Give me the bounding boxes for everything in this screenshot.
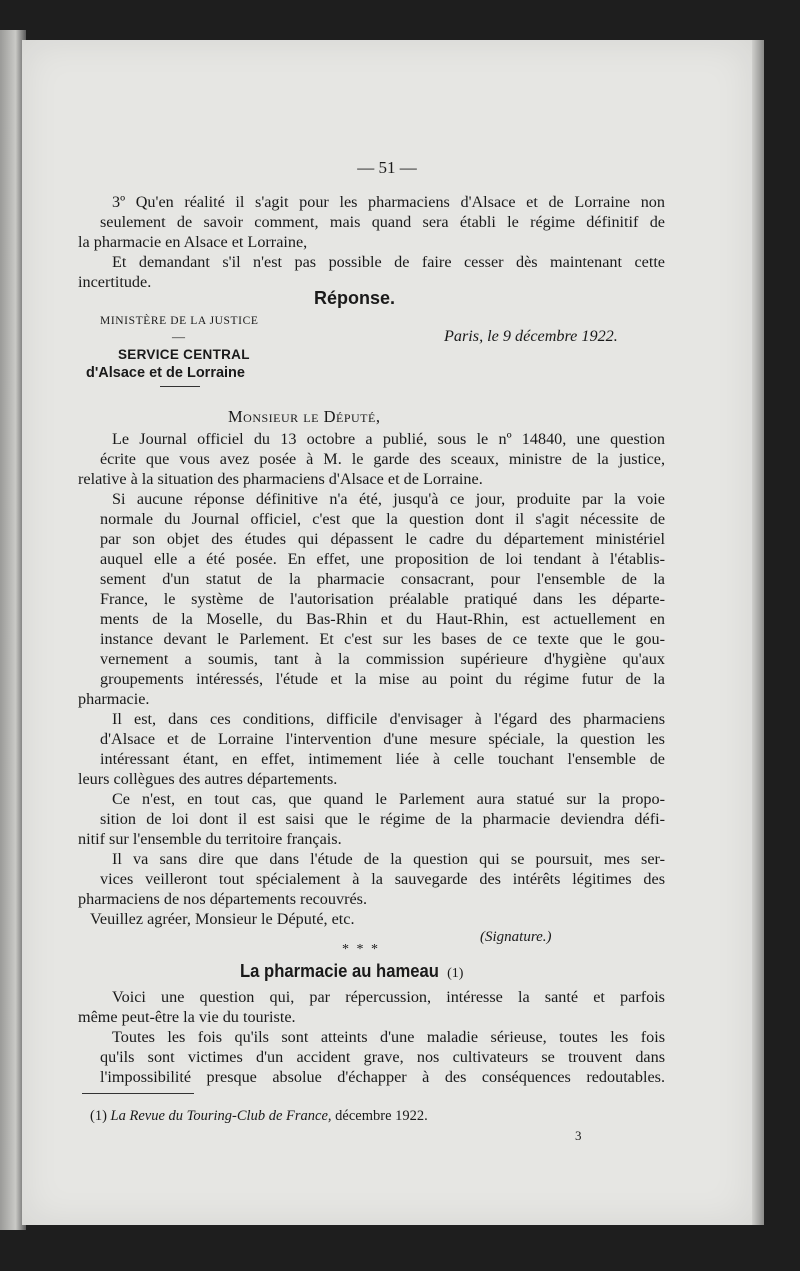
body-line: par son objet des études qui dépassent le cadre du département ministériel (100, 530, 665, 548)
intro-line: incertitude. (78, 273, 152, 291)
body-line: relative à la situation des pharmaciens d'Alsace et de Lorraine. (78, 470, 483, 488)
ministry-rule (160, 386, 200, 387)
dateline: Paris, le 9 décembre 1922. (444, 327, 618, 345)
body-line: auquel elle a été posée. En effet, une proposition de loi tendant à l'établis- (100, 550, 665, 568)
ministry-dash: — (172, 329, 185, 344)
body-line: ments de la Moselle, du Bas-Rhin et du Haut-Rhin, est actuellement en (100, 610, 665, 628)
section-line: Toutes les fois qu'ils sont atteints d'une maladie sérieuse, toutes les fois (112, 1028, 665, 1046)
body-line: instance devant le Parlement. Et c'est sur les bases de ce texte que le gou- (100, 630, 665, 648)
ministry-name: MINISTÈRE DE LA JUSTICE (100, 315, 259, 327)
body-line: pharmaciens de nos départements recouvrés. (78, 890, 368, 908)
body-line: France, le système de l'autorisation préalable pratiqué dans les départe- (100, 590, 665, 608)
body-line: vices veilleront tout spécialement à la sauvegarde des intérêts légitimes des (100, 870, 665, 888)
body-line: Ce n'est, en tout cas, que quand le Parlement aura statué sur la propo- (112, 790, 665, 808)
body-line: intéressant étant, en effet, intimement liée à celle touchant l'ensemble de (100, 750, 665, 768)
footnote-marker: (1) (90, 1108, 107, 1124)
section-heading (240, 961, 481, 984)
body-line: écrite que vous avez posée à M. le garde des sceaux, ministre de la justice, (100, 450, 665, 468)
reponse-heading: Réponse. (314, 288, 396, 308)
body-line: Il est, dans ces conditions, difficile d'envisager à l'égard des pharmaciens (112, 710, 665, 728)
body-line: leurs collègues des autres départements. (78, 770, 338, 788)
intro-line: la pharmacie en Alsace et Lorraine, (78, 233, 308, 251)
service-central: SERVICE CENTRAL (118, 347, 250, 362)
section-line: Voici une question qui, par répercussion, intéresse la santé et parfois (112, 988, 665, 1006)
footnote (90, 1106, 428, 1126)
document-page (22, 40, 752, 1225)
footnote-date: décembre 1922. (335, 1108, 428, 1124)
intro-line: Et demandant s'il n'est pas possible de faire cesser dès maintenant cette (112, 253, 665, 271)
footnote-source: La Revue du Touring-Club de France, (110, 1108, 332, 1124)
section-line: l'impossibilité presque absolue d'échapper à des conséquences redoutables. (100, 1068, 665, 1086)
body-line: groupements intéressés, l'étude et la mise au point du régime futur de la (100, 670, 665, 688)
page-number: — 51 — (357, 158, 417, 177)
signature: (Signature.) (480, 929, 552, 945)
body-line: d'Alsace et de Lorraine l'intervention d'une mesure spéciale, la question les (100, 730, 665, 748)
section-line: qu'ils sont victimes d'un accident grave, nos cultivateurs se trouvent dans (100, 1048, 665, 1066)
body-line: pharmacie. (78, 690, 150, 708)
body-line: Il va sans dire que dans l'étude de la question qui se poursuit, mes ser- (112, 850, 665, 868)
page-edge (752, 40, 764, 1225)
body-line: nitif sur l'ensemble du territoire français. (78, 830, 342, 848)
body-line: sement d'un statut de la pharmacie consacrant, pour l'ensemble de la (100, 570, 665, 588)
body-line: sition de loi dont il est saisi que le régime de la pharmacie deviendra défi- (100, 810, 665, 828)
footnote-rule (82, 1093, 194, 1094)
salutation: Monsieur le Député, (228, 407, 381, 426)
body-line: vernement a soumis, tant à la commission supérieure d'hygiène qu'aux (100, 650, 665, 668)
body-line: Veuillez agréer, Monsieur le Député, etc. (90, 910, 355, 928)
intro-line: seulement de savoir comment, mais quand sera établi le régime définitif de (100, 213, 665, 231)
section-line: même peut-être la vie du touriste. (78, 1008, 296, 1026)
intro-line: 3º Qu'en réalité il s'agit pour les pharmaciens d'Alsace et de Lorraine non (112, 193, 665, 211)
service-region: d'Alsace et de Lorraine (86, 365, 245, 381)
body-line: normale du Journal officiel, c'est que la question dont il s'agit nécessite de (100, 510, 665, 528)
asterism: * * * (342, 942, 380, 957)
section-title: La pharmacie au hameau (240, 960, 439, 981)
signature-mark: 3 (575, 1128, 582, 1143)
body-line: Si aucune réponse définitive n'a été, jusqu'à ce jour, produite par la voie (112, 490, 665, 508)
footnote-reference: (1) (447, 966, 464, 981)
body-line: Le Journal officiel du 13 octobre a publié, sous le nº 14840, une question (112, 430, 665, 448)
